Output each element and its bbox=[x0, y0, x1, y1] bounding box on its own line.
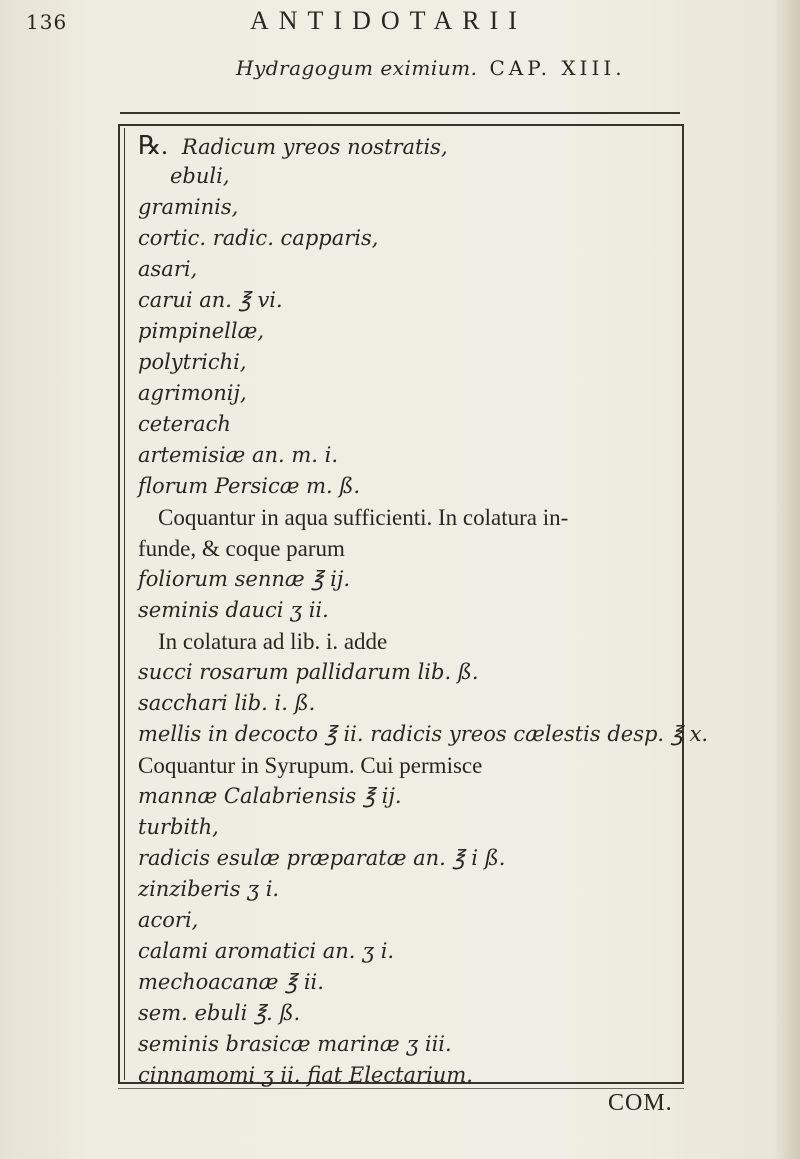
recipe-line bbox=[138, 502, 668, 533]
page-edge-shadow bbox=[774, 0, 800, 1159]
recipe-line-text: pimpinellæ, bbox=[138, 319, 265, 343]
recipe-line-text: seminis brasicæ marinæ ʒ iii. bbox=[138, 1032, 452, 1056]
recipe-line bbox=[138, 347, 668, 378]
recipe-line bbox=[138, 657, 668, 688]
recipe-line-text: ceterach bbox=[138, 412, 231, 436]
recipe-line bbox=[138, 719, 709, 750]
recipe-line-text: mechoacanæ ℥ ii. bbox=[138, 970, 324, 994]
header-rule bbox=[120, 112, 680, 114]
recipe-line-text: cinnamomi ʒ ii. fiat Electarium. bbox=[138, 1063, 473, 1087]
recipe-line bbox=[138, 626, 668, 657]
recipe-line-text: florum Persicæ m. ß. bbox=[138, 474, 361, 498]
recipe-line-text: foliorum sennæ ℥ ij. bbox=[138, 567, 351, 591]
recipe-line-text: ebuli, bbox=[170, 164, 230, 188]
section-subtitle bbox=[236, 56, 626, 80]
recipe-line bbox=[138, 812, 668, 843]
recipe-line bbox=[138, 967, 668, 998]
recipe-line-text: Coquantur in aqua sufficienti. In colatura in- bbox=[158, 505, 569, 530]
recipe-line-text: acori, bbox=[138, 908, 199, 932]
catchword: COM. bbox=[608, 1090, 673, 1116]
recipe-line bbox=[138, 192, 668, 223]
recipe-line bbox=[138, 688, 668, 719]
recipe-line-text: artemisiæ an. m. i. bbox=[138, 443, 339, 467]
recipe-line-text: sacchari lib. i. ß. bbox=[138, 691, 316, 715]
recipe-line-text: Coquantur in Syrupum. Cui permisce bbox=[138, 753, 483, 778]
recipe-line-text: mellis in decocto ℥ ii. radicis yreos cælestis desp. ℥ x. bbox=[138, 722, 709, 746]
recipe-line-text: mannæ Calabriensis ℥ ij. bbox=[138, 784, 402, 808]
recipe-line bbox=[138, 781, 668, 812]
recipe-line-text: cortic. radic. capparis, bbox=[138, 226, 379, 250]
recipe-line bbox=[138, 1060, 668, 1091]
recipe-text-block bbox=[138, 130, 709, 1091]
recipe-line-text: funde, & coque parum bbox=[138, 536, 345, 561]
recipe-line-text: seminis dauci ʒ ii. bbox=[138, 598, 329, 622]
recipe-line bbox=[138, 161, 668, 192]
recipe-line-text: turbith, bbox=[138, 815, 219, 839]
page-number: 136 bbox=[26, 10, 68, 34]
recipe-line bbox=[138, 843, 668, 874]
running-title: ANTIDOTARII bbox=[250, 6, 527, 35]
recipe-line bbox=[138, 564, 668, 595]
recipe-line bbox=[138, 998, 668, 1029]
recipe-line bbox=[138, 874, 668, 905]
frame-right-border bbox=[682, 124, 684, 1084]
recipe-line-text: sem. ebuli ℥. ß. bbox=[138, 1001, 301, 1025]
recipe-line bbox=[138, 409, 668, 440]
recipe-line bbox=[138, 595, 668, 626]
recipe-line-text: asari, bbox=[138, 257, 198, 281]
recipe-line bbox=[138, 285, 668, 316]
recipe-line-text: calami aromatici an. ʒ i. bbox=[138, 939, 395, 963]
recipe-line bbox=[138, 750, 668, 781]
recipe-line bbox=[138, 254, 668, 285]
frame-left-border bbox=[118, 124, 120, 1084]
recipe-line-text: zinziberis ʒ i. bbox=[138, 877, 280, 901]
recipe-line bbox=[138, 223, 668, 254]
recipe-line bbox=[138, 316, 668, 347]
recipe-line bbox=[138, 378, 668, 409]
subtitle-text: Hydragogum eximium. bbox=[236, 56, 478, 80]
recipe-line bbox=[138, 471, 668, 502]
recipe-line-text: polytrichi, bbox=[138, 350, 247, 374]
recipe-line bbox=[138, 905, 668, 936]
recipe-line-text: carui an. ℥ vi. bbox=[138, 288, 283, 312]
recipe-line-text: agrimonij, bbox=[138, 381, 247, 405]
frame-top-border bbox=[118, 124, 684, 126]
frame-left-inner-border bbox=[124, 128, 125, 1080]
recipe-line-text: succi rosarum pallidarum lib. ß. bbox=[138, 660, 479, 684]
recipe-line-text: Radicum yreos nostratis, bbox=[181, 135, 448, 159]
recipe-line bbox=[138, 533, 668, 564]
recipe-line bbox=[138, 1029, 668, 1060]
recipe-line-text: graminis, bbox=[138, 195, 239, 219]
chapter-label: CAP. XIII. bbox=[489, 56, 626, 80]
recipe-line-text: radicis esulæ præparatæ an. ℥ i ß. bbox=[138, 846, 506, 870]
recipe-line-text: In colatura ad lib. i. adde bbox=[158, 629, 388, 654]
recipe-line bbox=[138, 440, 668, 471]
recipe-line bbox=[138, 130, 668, 161]
recipe-symbol: ℞. bbox=[138, 131, 168, 160]
recipe-line bbox=[138, 936, 668, 967]
